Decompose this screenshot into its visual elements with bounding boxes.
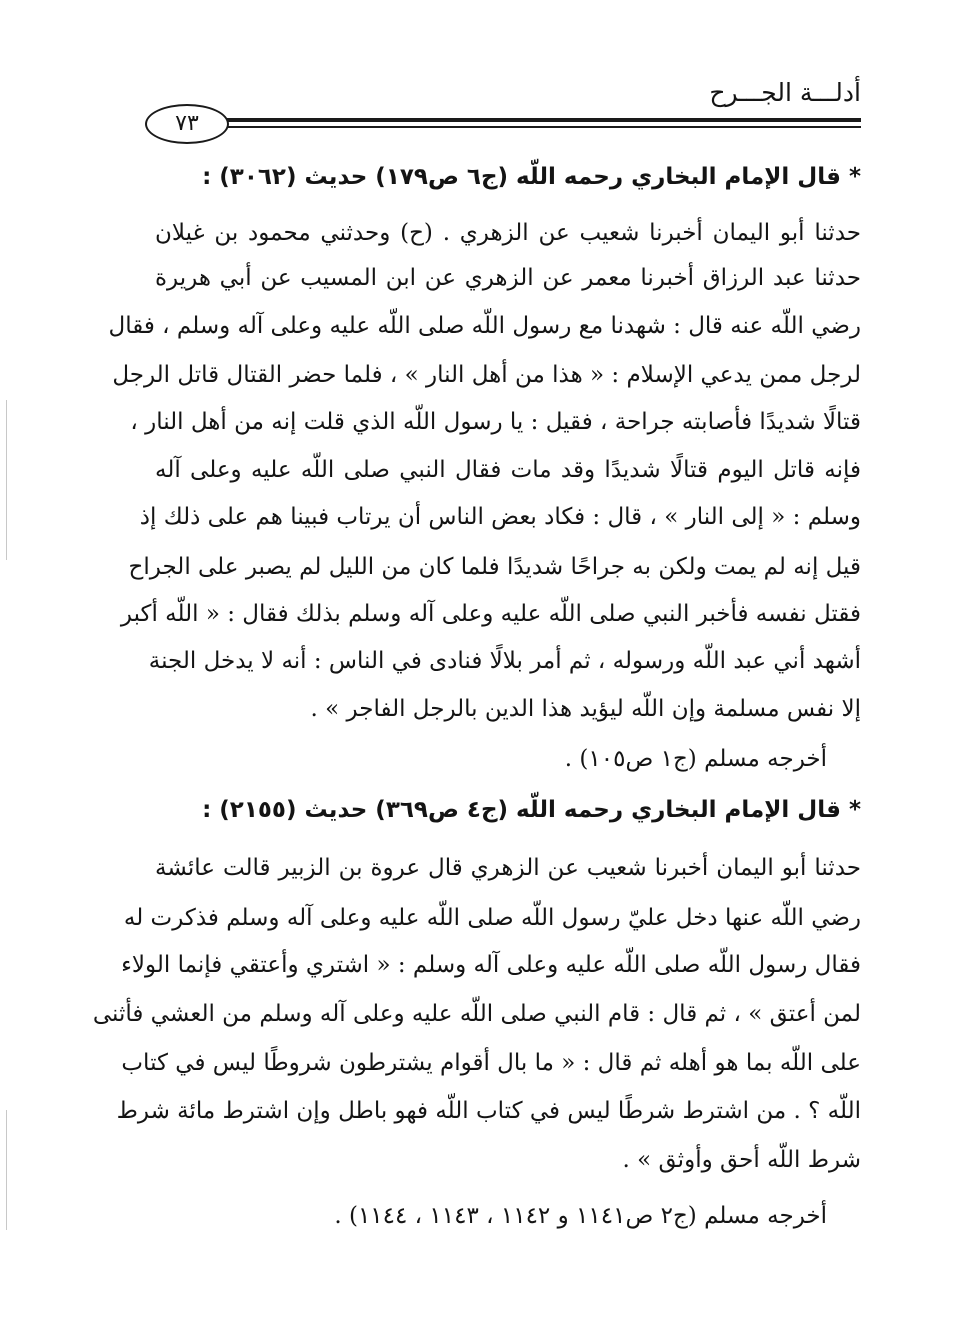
text-line: قيل إنه لم يمت ولكن به جراحًا شديدًا فلما كان من الليل لم يصبر على الجراح [128,554,861,580]
text-line: فقال رسول اللّه صلى اللّه عليه وعلى آله وسلم : « اشتري وأعتقي فإنما الولاء [121,952,861,978]
header-rule-thin [200,126,861,128]
text-line: فقتل نفسه فأخبر النبي صلى اللّه عليه وعلى آله وسلم بذلك فقال : « اللّه أكبر [120,601,861,627]
section-heading: * قال الإمام البخاري رحمه اللّه (ج٤ ص٣٦٩) حديث (٢١٥٥) : [202,797,861,823]
text-line: فإنه قاتل اليوم قتالًا شديدًا وقد مات فقال النبي صلى اللّه عليه وعلى آله [155,457,861,483]
text-line: حدثنا أبو اليمان أخبرنا شعيب عن الزهري . (ح) وحدثني محمود بن غيلان [155,220,861,246]
citation: أخرجه مسلم (ج١ ص١٠٥) . [564,746,827,772]
text-line: وسلم : « إلى النار » ، قال : فكاد بعض الناس أن يرتاب فبينا هم على ذلك إذ [139,504,861,530]
text-line-last: شرط اللّه أحق وأوثق » . [622,1147,861,1173]
citation: أخرجه مسلم (ج٢ ص١١٤١ و ١١٤٢ ، ١١٤٣ ، ١١٤٤) . [334,1203,827,1229]
text-line: أشهد أني عبد اللّه ورسوله ، ثم أمر بلالًا فنادى في الناس : أنه لا يدخل الجنة [148,648,861,674]
section-heading: * قال الإمام البخاري رحمه اللّه (ج٦ ص١٧٩) حديث (٣٠٦٢) : [202,164,861,190]
text-line: قتالًا شديدًا فأصابته جراحة ، فقيل : يا رسول اللّه الذي قلت إنه من أهل النار ، [130,409,861,435]
text-line: حدثنا عبد الرزاق أخبرنا معمر عن الزهري عن ابن المسيب عن أبي هريرة [155,265,861,291]
text-line: رضي اللّه عنها دخل عليّ رسول اللّه صلى اللّه عليه وعلى آله وسلم فذكرت له [123,905,861,931]
scan-edge-mark [6,400,7,560]
text-line: على اللّه بما هو أهله ثم قال : « ما بال أقوام يشترطون شروطًا ليس في كتاب [121,1050,861,1076]
text-line: لمن أعتق » ، ثم قال : قام النبي صلى اللّه عليه وعلى آله وسلم من العشي فأثنى [92,1001,861,1027]
text-line-last: إلا نفس مسلمة وإن اللّه ليؤيد هذا الدين بالرجل الفاجر » . [310,696,861,722]
text-line: اللّه ؟ . من اشترط شرطًا ليس في كتاب اللّه فهو باطل وإن اشترط مائة شرط [116,1098,861,1124]
text-line: لرجل ممن يدعي الإسلام : « هذا من أهل النار » ، فلما حضر القتال قاتل الرجل [112,362,861,388]
text-line: رضي اللّه عنه قال : شهدنا مع رسول اللّه صلى اللّه عليه وعلى آله وسلم ، فقال [108,313,861,339]
scan-edge-mark [6,1110,7,1230]
running-title: أدلـــة الجـــرح [709,78,861,107]
header-rule-thick [200,118,861,122]
page-number: ٧٣ [145,104,229,144]
text-line: حدثنا أبو اليمان أخبرنا شعيب عن الزهري قال عروة بن الزبير قالت عائشة [155,855,861,881]
